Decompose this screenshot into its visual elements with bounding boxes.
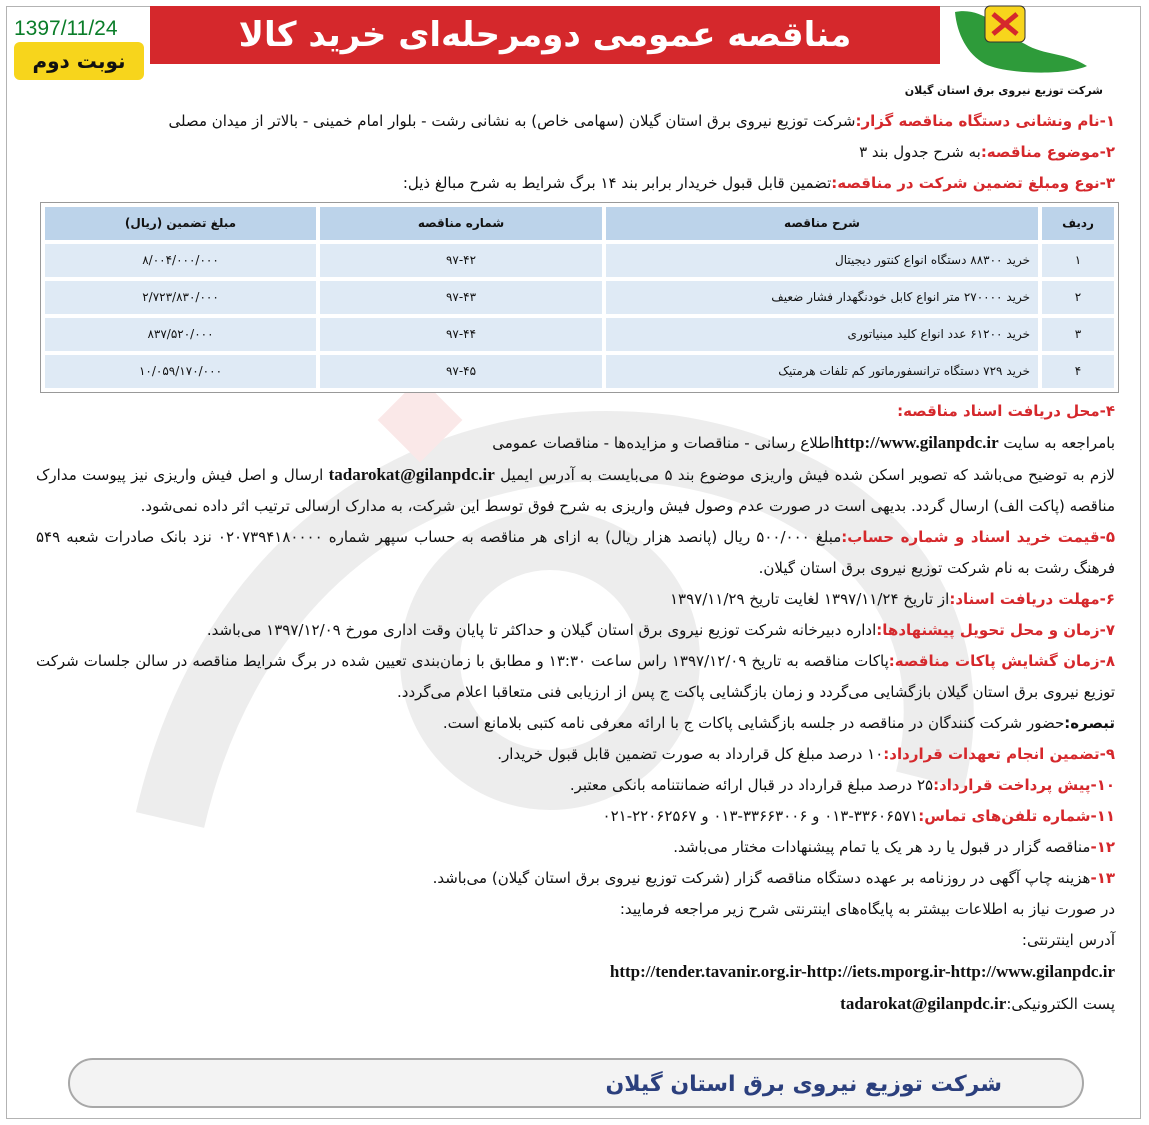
- item-10: ۱۰-پیش پرداخت قرارداد:۲۵ درصد مبلغ قرارداد در قبال ارائه ضمانتنامه بانکی معتبر.: [569, 776, 1115, 794]
- item-4-note: لازم به توضیح می‌باشد که تصویر اسکن شده فیش واریزی موضوع بند ۵ می‌بایست به آدرس ایمیل tadarokat@gilanpdc.ir ارسال و اصل فیش واریزی نیز پیوست مدارک مناقصه (پاکت الف) ارسال گردد. بدیهی است در صورت عدم وصول فیش واریزی به شرح فوق توسط این شرکت، به مدارک ارسالی ترتیب اثر داده نمی‌شود.: [36, 465, 1115, 515]
- item-5: ۵-قیمت خرید اسناد و شماره حساب:مبلغ ۵۰۰/۰۰۰ ریال (پانصد هزار ریال) به ازای هر مناقصه به حساب سپهر شماره ۰۲۰۷۳۹۴۱۸۰۰۰۰ نزد بانک صادرات شعبه ۵۴۹ فرهنگ رشت به نام شرکت توزیع نیروی برق استان گیلان.: [36, 528, 1115, 577]
- table-row: ۳ خرید ۶۱۲۰۰ عدد انواع کلید مینیاتوری ۹۷-۴۴ ۸۳۷/۵۲۰/۰۰۰: [45, 318, 1114, 351]
- url-links[interactable]: http://tender.tavanir.org.ir-http://iets.mporg.ir-http://www.gilanpdc.ir: [609, 962, 1115, 981]
- page-title: مناقصه عمومی دومرحله‌ای خرید کالا: [238, 15, 852, 55]
- contact-email-link[interactable]: tadarokat@gilanpdc.ir: [840, 994, 1007, 1013]
- edition-badge: نوبت دوم: [14, 42, 144, 80]
- item-13: ۱۳-هزینه چاپ آگهی در روزنامه بر عهده دستگاه مناقصه گزار (شرکت توزیع نیروی برق استان گیلان) می‌باشد.: [432, 869, 1115, 887]
- col-guarantee-amount: مبلغ تضمین (ریال): [45, 207, 316, 240]
- item-4-heading: ۴-محل دریافت اسناد مناقصه:: [897, 402, 1115, 420]
- item-1: ۱-نام ونشانی دستگاه مناقصه گزار:شرکت توزیع نیروی برق استان گیلان (سهامی خاص) به نشانی رشت - بلوار امام خمینی - بالاتر از میدان مصلی: [168, 112, 1115, 130]
- url-list: [36, 956, 1115, 988]
- company-logo-icon: [945, 4, 1095, 79]
- publish-date: 1397/11/24: [14, 17, 118, 40]
- table-row: ۴ خرید ۷۲۹ دستگاه ترانسفورماتور کم تلفات هرمتیک ۹۷-۴۵ ۱۰/۰۵۹/۱۷۰/۰۰۰: [45, 355, 1114, 388]
- col-tender-number: شماره مناقصه: [320, 207, 602, 240]
- address-label: آدرس اینترنتی:: [1021, 931, 1115, 949]
- col-row: ردیف: [1042, 207, 1114, 240]
- footer-company-name: شرکت توزیع نیروی برق استان گیلان: [605, 1072, 1002, 1097]
- email-line: پست الکترونیکی:tadarokat@gilanpdc.ir: [840, 994, 1115, 1013]
- table-row: ۱ خرید ۸۸۳۰۰ دستگاه انواع کنتور دیجیتال ۹۷-۴۲ ۸/۰۰۴/۰۰۰/۰۰۰: [45, 244, 1114, 277]
- item-8: ۸-زمان گشایش پاکات مناقصه:پاکات مناقصه به تاریخ ۱۳۹۷/۱۲/۰۹ راس ساعت ۱۳:۳۰ و مطابق با زمان‌بندی تعیین شده در برگ شرایط مناقصه در سالن جلسات شرکت توزیع نیروی برق استان گیلان بازگشایی می‌گردد و زمان بازگشایی پاکت ج پس از ارزیابی فنی متعاقبا اعلام می‌گردد.: [36, 652, 1115, 701]
- note: تبصره:حضور شرکت کنندگان در مناقصه در جلسه بازگشایی پاکات ج با ارائه معرفی نامه کتبی بلامانع است.: [442, 714, 1115, 732]
- website-link[interactable]: http://www.gilanpdc.ir: [834, 433, 999, 452]
- item-3: ۳-نوع ومبلغ تضمین شرکت در مناقصه:تضمین قابل قبول خریدار برابر بند ۱۴ برگ شرایط به شرح مبالغ ذیل:: [402, 174, 1115, 192]
- item-12: ۱۲-مناقصه گزار در قبول یا رد هر یک یا تمام پیشنهادات مختار می‌باشد.: [673, 838, 1115, 856]
- email-link[interactable]: tadarokat@gilanpdc.ir: [328, 465, 495, 484]
- notice-body: [36, 106, 1115, 1020]
- item-6: ۶-مهلت دریافت اسناد:از تاریخ ۱۳۹۷/۱۱/۲۴ لغایت تاریخ ۱۳۹۷/۱۱/۲۹: [669, 590, 1115, 608]
- company-name-small: شرکت توزیع نیروی برق استان گیلان: [904, 84, 1103, 97]
- item-9: ۹-تضمین انجام تعهدات قرارداد:۱۰ درصد مبلغ کل قرارداد به صورت تضمین قابل قبول خریدار.: [497, 745, 1115, 763]
- col-description: شرح مناقصه: [606, 207, 1038, 240]
- table-row: ۲ خرید ۲۷۰۰۰۰ متر انواع کابل خودنگهدار فشار ضعیف ۹۷-۴۳ ۲/۷۲۳/۸۳۰/۰۰۰: [45, 281, 1114, 314]
- footer-banner: [68, 1058, 1084, 1108]
- item-7: ۷-زمان و محل تحویل پیشنهادها:اداره دبیرخانه شرکت توزیع نیروی برق استان گیلان و حداکثر تا پایان وقت اداری مورخ ۱۳۹۷/۱۲/۰۹ می‌باشد.: [206, 621, 1115, 639]
- item-11: ۱۱-شماره تلفن‌های تماس:۳۳۶۰۶۵۷۱-۰۱۳ و ۳۳۶۶۳۰۰۶-۰۱۳ و ۲۲۰۶۲۵۶۷-۰۲۱: [602, 807, 1115, 825]
- tender-table: [40, 202, 1119, 393]
- table-header-row: [45, 207, 1114, 240]
- more-info: در صورت نیاز به اطلاعات بیشتر به پایگاه‌های اینترنتی شرح زیر مراجعه فرمایید:: [619, 900, 1115, 918]
- item-2: ۲-موضوع مناقصه:به شرح جدول بند ۳: [859, 143, 1115, 161]
- item-4-site: بامراجعه به سایت http://www.gilanpdc.irاطلاع رسانی - مناقصات و مزایده‌ها - مناقصات عمومی: [492, 433, 1115, 452]
